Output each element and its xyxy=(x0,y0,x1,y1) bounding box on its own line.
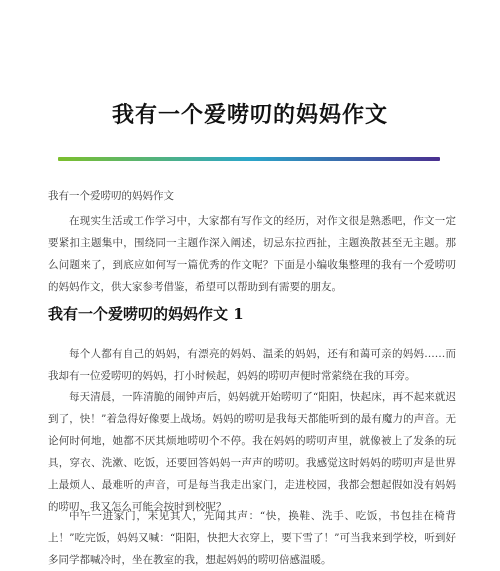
body-paragraph: 中午一进家门，未见其人，先闻其声：“快，换鞋、洗手、吃饭，书包挂在椅背上！”吃完饭，妈妈又喊：“阳阳，快把大衣穿上，要下雪了！”可当我来到学校，听到好多同学都喊冷时，坐在教室的我，想起妈妈的唠叨倍感温暖。 xyxy=(48,510,456,566)
section-heading: 我有一个爱唠叨的妈妈作文 1 xyxy=(48,305,244,323)
title-gradient-rule xyxy=(58,157,440,161)
page-title: 我有一个爱唠叨的妈妈作文 xyxy=(111,102,388,128)
body-paragraph: 每天清晨，一阵清脆的闹钟声后，妈妈就开始唠叨了“阳阳，快起床，再不起来就迟到了，快！”着急得好像要上战场。妈妈的唠叨是我每天都能听到的最有魔力的声音。无论何时何地，她都不厌其烦地唠叨个不停。我在妈妈的唠叨声里，就像被上了发条的玩具，穿衣、洗漱、吃饭，还要回答妈妈一声声的唠叨。我感觉这时妈妈的唠叨声是世界上最烦人、最难听的声音，可是每当我走出家门，走进校园，我都会想起假如没有妈妈的唠叨，我又怎么可能会按时到校呢？ xyxy=(48,391,456,513)
body-paragraph: 每个人都有自己的妈妈，有漂亮的妈妈、温柔的妈妈，还有和蔼可亲的妈妈……而我却有一位爱唠叨的妈妈，打小时候起，妈妈的唠叨声便时常萦绕在我的耳旁。 xyxy=(48,348,456,382)
intro-paragraph: 在现实生活或工作学习中，大家都有写作文的经历，对作文很是熟悉吧，作文一定要紧扣主题集中，围绕同一主题作深入阐述，切忌东拉西扯，主题涣散甚至无主题。那么问题来了，到底应如何写一篇优秀的作文呢？下面是小编收集整理的我有一个爱唠叨的妈妈作文，供大家参考借鉴，希望可以帮助到有需要的朋友。 xyxy=(48,215,456,293)
intro-label: 我有一个爱唠叨的妈妈作文 xyxy=(48,190,174,202)
